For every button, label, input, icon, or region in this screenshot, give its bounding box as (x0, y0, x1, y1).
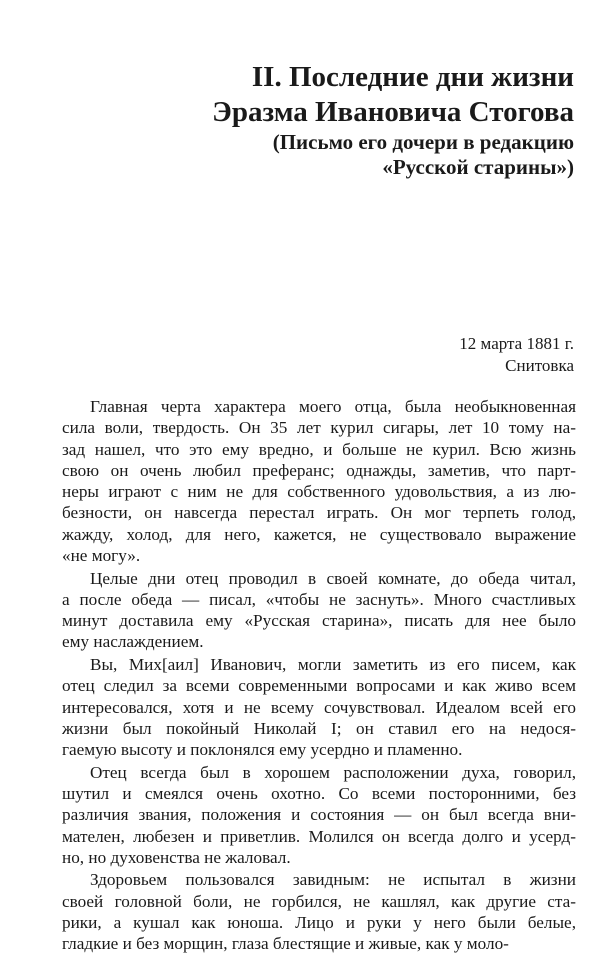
letter-dateline (459, 333, 574, 377)
text-line: отец следил за всеми современными вопросами и как живо всем (62, 676, 576, 696)
paragraph (62, 762, 576, 868)
text-line: жажду, холод, для него, кажется, не существовало выражение (62, 524, 576, 544)
letter-place: Снитовка (505, 356, 574, 375)
text-line: свою он очень любил преферанс; однажды, заметив, что парт- (62, 460, 576, 480)
text-line: шутил и смеялся очень охотно. Со всеми посторонними, без (62, 783, 576, 803)
text-line: безности, он навсегда перестал играть. Он мог терпеть голод, (62, 503, 576, 523)
chapter-title-line-2: Эразма Ивановича Стогова (212, 96, 574, 128)
text-line: различия звания, положения и состояния — он был всегда вни- (62, 805, 576, 825)
text-line: Здоровьем пользовался завидным: не испытал в жизни (90, 870, 576, 890)
text-line: Отец всегда был в хорошем расположении духа, говорил, (90, 762, 576, 782)
letter-body (62, 396, 576, 956)
text-line: гладкие и без морщин, глаза блестящие и живые, как у моло- (62, 934, 509, 954)
text-line: а после обеда — писал, «чтобы не заснуть». Много счастливых (62, 589, 576, 609)
paragraph (62, 869, 576, 954)
text-line: гаемую высоту и поклонялся ему усердно и пламенно. (62, 740, 463, 760)
chapter-subtitle-line-1: (Письмо его дочери в редакцию (272, 130, 574, 154)
paragraph (62, 568, 576, 653)
letter-date: 12 марта 1881 г. (459, 334, 574, 353)
text-line: «не могу». (62, 546, 141, 566)
text-line: мателен, любезен и приветлив. Молился он всегда долго и усерд- (62, 826, 576, 846)
text-line: сила воли, твердость. Он 35 лет курил сигары, лет 10 тому на- (62, 418, 576, 438)
text-line: но, но духовенства не жаловал. (62, 847, 291, 867)
text-line: неры играют с ним не для собственного удовольствия, а из лю- (62, 482, 576, 502)
text-line: минут доставила ему «Русская старина», писать для нее было (62, 611, 576, 631)
text-line: Главная черта характера моего отца, была необыкновенная (90, 397, 576, 416)
paragraph (62, 654, 576, 760)
text-line: Целые дни отец проводил в своей комнате, до обеда читал, (90, 568, 576, 588)
chapter-title-line-1: II. Последние дни жизни (251, 61, 574, 93)
paragraph (62, 396, 576, 566)
text-line: ему наслаждением. (62, 632, 204, 652)
text-line: зад нашел, что это ему вредно, и больше не курил. Всю жизнь (62, 439, 576, 459)
text-line: жизни был покойный Николай I; он ставил его на недося- (62, 718, 576, 738)
text-line: Вы, Мих[аил] Иванович, могли заметить из его писем, как (90, 654, 576, 674)
chapter-subtitle-line-2: «Русской старины») (382, 155, 574, 179)
text-line: своей головной боли, не горбился, не кашлял, как другие ста- (62, 891, 576, 911)
text-line: рики, а кушал как юноша. Лицо и руки у него были белые, (62, 912, 576, 932)
text-line: интересовался, хотя и не всему сочувствовал. Идеалом всей его (62, 697, 576, 717)
chapter-heading (212, 60, 574, 180)
